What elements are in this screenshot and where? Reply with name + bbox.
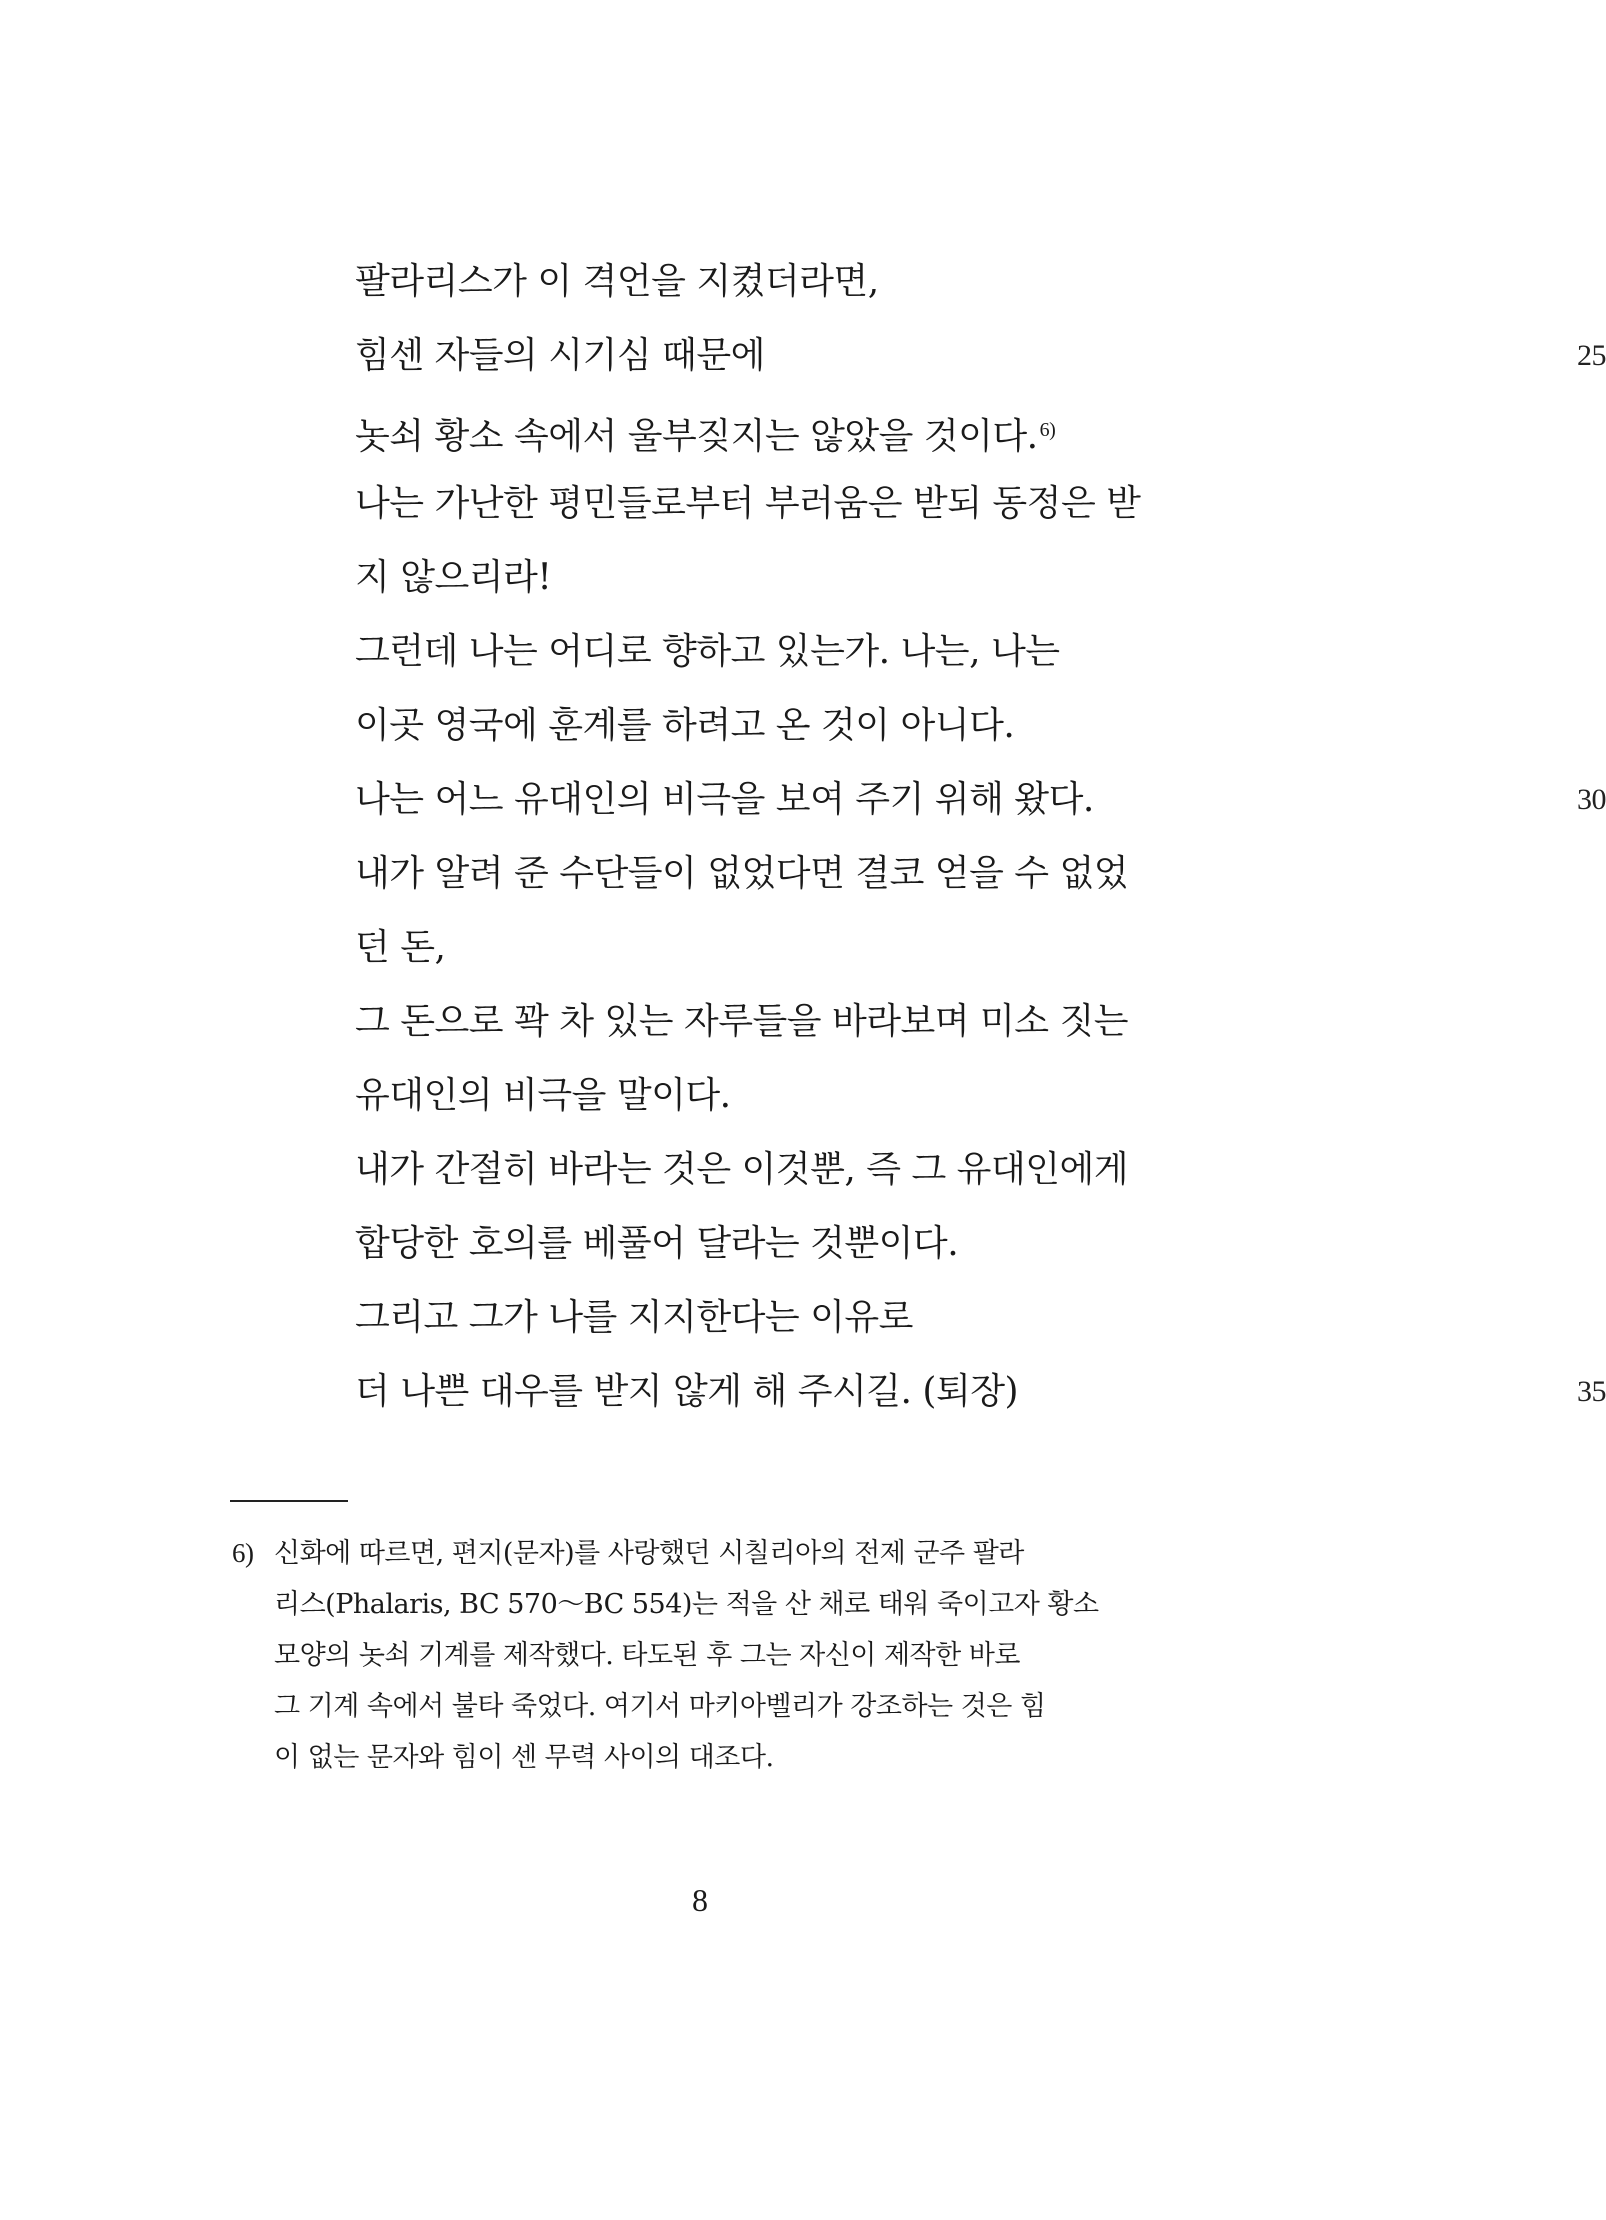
- verse-line: [355, 1059, 1185, 1133]
- verse-text: 나는 가난한 평민들로부터 부러움은 받되 동정은 받: [355, 483, 1141, 524]
- verse-text: 그 돈으로 꽉 차 있는 자루들을 바라보며 미소 짓는: [355, 1001, 1129, 1042]
- verse-line: [355, 1355, 1606, 1429]
- verse-text: 힘센 자들의 시기심 때문에: [355, 335, 765, 376]
- verse-text: 그런데 나는 어디로 향하고 있는가. 나는, 나는: [355, 631, 1060, 672]
- verse-text: 내가 알려 준 수단들이 없었다면 결코 얻을 수 없었: [355, 853, 1129, 894]
- line-number: 25: [1577, 339, 1606, 372]
- verse-line: [355, 541, 1185, 615]
- footnote-text: 이 없는 문자와 힘이 센 무력 사이의 대조다.: [274, 1742, 774, 1773]
- verse-line: [355, 763, 1606, 837]
- verse-line: [355, 985, 1185, 1059]
- verse-line: [355, 1207, 1185, 1281]
- verse-line: [355, 467, 1185, 541]
- footnote-line: [232, 1630, 1192, 1681]
- footnote-line: [232, 1681, 1192, 1732]
- verse-line: [355, 837, 1185, 911]
- footnote-reference[interactable]: 6): [1039, 419, 1056, 441]
- verse-text: 내가 간절히 바라는 것은 이것뿐, 즉 그 유대인에게: [355, 1149, 1129, 1190]
- page-number: 8: [692, 1882, 708, 1918]
- verse-text: 그리고 그가 나를 지지한다는 이유로: [355, 1297, 913, 1338]
- footnote-divider: [230, 1500, 348, 1502]
- verse-line: [355, 319, 1606, 393]
- line-number: 35: [1577, 1375, 1606, 1408]
- verse-text: 더 나쁜 대우를 받지 않게 해 주시길. (퇴장): [355, 1371, 1019, 1412]
- footnote-mark: 6): [232, 1538, 254, 1568]
- verse-line: [355, 245, 1185, 319]
- verse-text: 팔라리스가 이 격언을 지켰더라면,: [355, 261, 879, 302]
- verse-text: 나는 어느 유대인의 비극을 보여 주기 위해 왔다.: [355, 779, 1094, 820]
- line-number: 30: [1577, 783, 1606, 816]
- footnote-line: [232, 1579, 1192, 1630]
- footnote: [232, 1528, 1192, 1783]
- verse-line: [355, 911, 1185, 985]
- footnote-text: 모양의 놋쇠 기계를 제작했다. 타도된 후 그는 자신이 제작한 바로: [274, 1640, 1020, 1671]
- verse-line: [355, 689, 1185, 763]
- footnote-line: [232, 1732, 1192, 1783]
- verse-text: 던 돈,: [355, 927, 446, 968]
- verse-text: 지 않으리라!: [355, 557, 552, 598]
- footnote-text: 리스(Phalaris, BC 570～BC 554)는 적을 산 채로 태워 죽이고자 황소: [274, 1589, 1099, 1620]
- verse-line: [355, 393, 1185, 467]
- footnote-line: [232, 1528, 1192, 1579]
- verse-line: [355, 1281, 1185, 1355]
- footnote-text: 신화에 따르면, 편지(문자)를 사랑했던 시칠리아의 전제 군주 팔라: [274, 1538, 1024, 1569]
- verse-text: 합당한 호의를 베풀어 달라는 것뿐이다.: [355, 1223, 959, 1264]
- verse-block: [355, 245, 1606, 1429]
- verse-line: [355, 1133, 1185, 1207]
- footnote-text: 그 기계 속에서 불타 죽었다. 여기서 마키아벨리가 강조하는 것은 힘: [274, 1691, 1046, 1722]
- verse-text: 이곳 영국에 훈계를 하려고 온 것이 아니다.: [355, 705, 1015, 746]
- verse-text: 유대인의 비극을 말이다.: [355, 1075, 731, 1116]
- verse-line: [355, 615, 1185, 689]
- verse-text: 놋쇠 황소 속에서 울부짖지는 않았을 것이다.: [355, 416, 1038, 457]
